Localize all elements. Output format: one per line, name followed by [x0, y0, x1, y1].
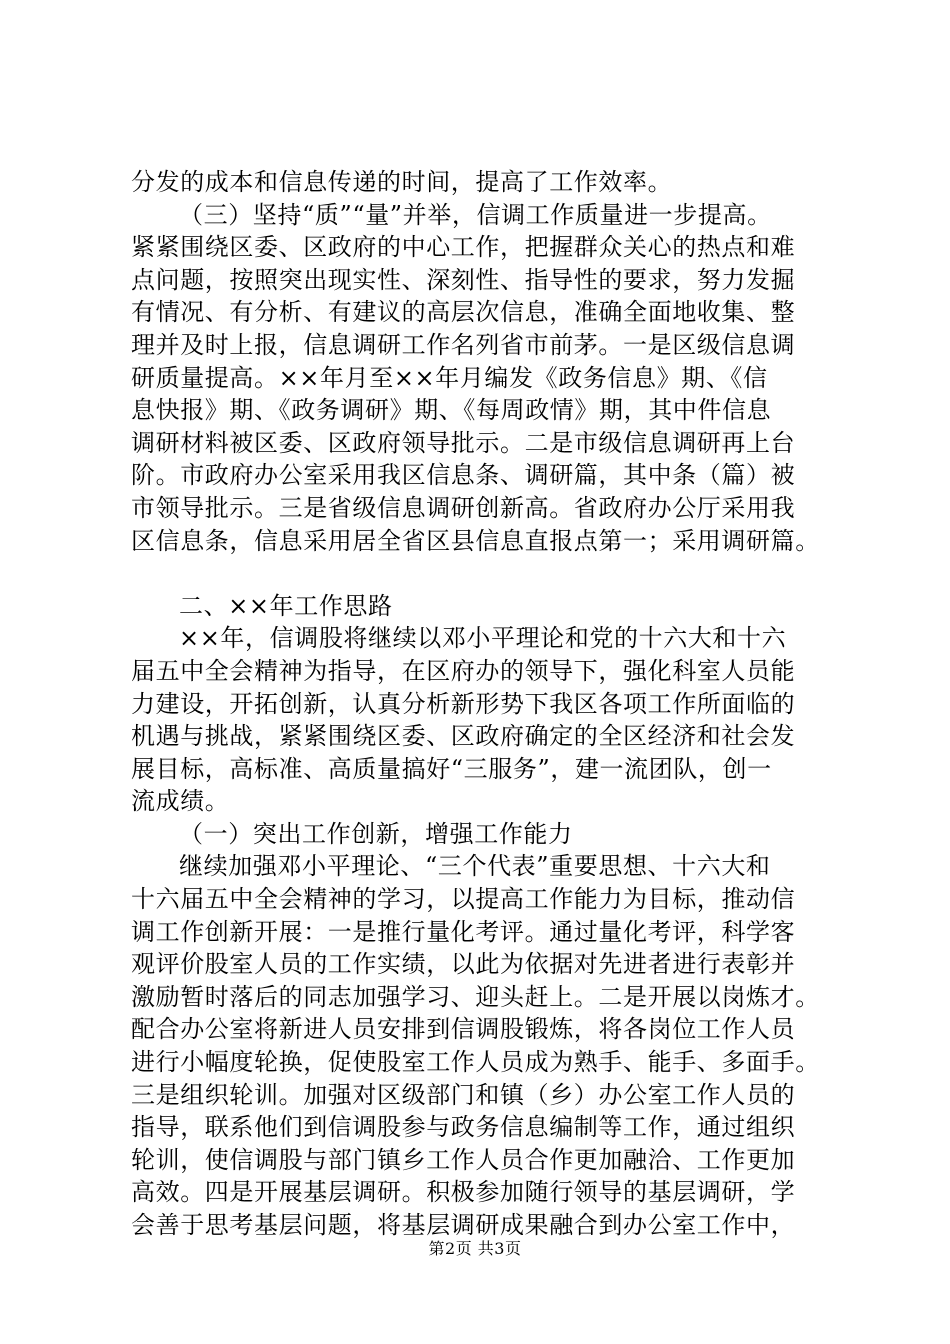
subsection-heading: （一）突出工作创新，增强工作能力: [179, 819, 573, 848]
text-line: 激励暂时落后的同志加强学习、迎头赶上。二是开展以岗炼才。: [131, 982, 820, 1011]
text-line: 观评价股室人员的工作实绩，以此为依据对先进者进行表彰并: [131, 950, 796, 979]
text-line: 点问题，按照突出现实性、深刻性、指导性的要求，努力发掘: [131, 265, 796, 294]
text-line: 展目标，高标准、高质量搞好“三服务”，建一流团队，创一: [131, 754, 772, 783]
section-heading: 二、××年工作思路: [179, 591, 393, 620]
text-line: 阶。市政府办公室采用我区信息条、调研篇，其中条（篇）被: [131, 461, 796, 490]
text-line: 会善于思考基层问题，将基层调研成果融合到办公室工作中，: [131, 1211, 796, 1239]
text-line: 力建设，开拓创新，认真分析新形势下我区各项工作所面临的: [131, 689, 796, 718]
text-line: 指导，联系他们到信调股参与政务信息编制等工作，通过组织: [131, 1113, 796, 1142]
text-line: 紧紧围绕区委、区政府的中心工作，把握群众关心的热点和难: [131, 233, 796, 262]
text-line: 三是组织轮训。加强对区级部门和镇（乡）办公室工作人员的: [131, 1080, 796, 1109]
text-line: 高效。四是开展基层调研。积极参加随行领导的基层调研，学: [131, 1178, 796, 1207]
text-line: 调工作创新开展：一是推行量化考评。通过量化考评，科学客: [131, 917, 796, 946]
text-line: 配合办公室将新进人员安排到信调股锻炼，将各岗位工作人员: [131, 1015, 796, 1044]
text-line: 十六届五中全会精神的学习，以提高工作能力为目标，推动信: [131, 885, 796, 914]
text-line: 息快报》期、《政务调研》期、《每周政情》期，其中件信息: [131, 396, 772, 425]
text-line: 届五中全会精神为指导，在区府办的领导下，强化科室人员能: [131, 656, 796, 685]
text-line: 有情况、有分析、有建议的高层次信息，准确全面地收集、整: [131, 298, 796, 327]
section-heading: （三）坚持“质”“量”并举，信调工作质量进一步提高。: [179, 200, 772, 229]
text-line: 轮训，使信调股与部门镇乡工作人员合作更加融洽、工作更加: [131, 1145, 796, 1174]
text-line: 研质量提高。××年月至××年月编发《政务信息》期、《信: [131, 363, 768, 392]
text-line: 市领导批示。三是省级信息调研创新高。省政府办公厅采用我: [131, 493, 796, 522]
text-line: 理并及时上报，信息调研工作名列省市前茅。一是区级信息调: [131, 330, 796, 359]
paragraph-gap: [131, 557, 851, 590]
text-line: 区信息条，信息采用居全省区县信息直报点第一；采用调研篇。: [131, 526, 820, 555]
page-footer: 第2页 共3页: [428, 1239, 522, 1258]
text-line: ××年，信调股将继续以邓小平理论和党的十六大和十六: [179, 624, 787, 653]
text-line: 继续加强邓小平理论、“三个代表”重要思想、十六大和: [179, 852, 771, 881]
text-line: 进行小幅度轮换，促使股室工作人员成为熟手、能手、多面手。: [131, 1048, 820, 1077]
text-line: 分发的成本和信息传递的时间，提高了工作效率。: [131, 168, 673, 196]
text-line: 调研材料被区委、区政府领导批示。二是市级信息调研再上台: [131, 428, 796, 457]
text-line: 流成绩。: [131, 787, 230, 816]
text-line: 机遇与挑战，紧紧围绕区委、区政府确定的全区经济和社会发: [131, 722, 796, 751]
body-text: [131, 166, 851, 1242]
